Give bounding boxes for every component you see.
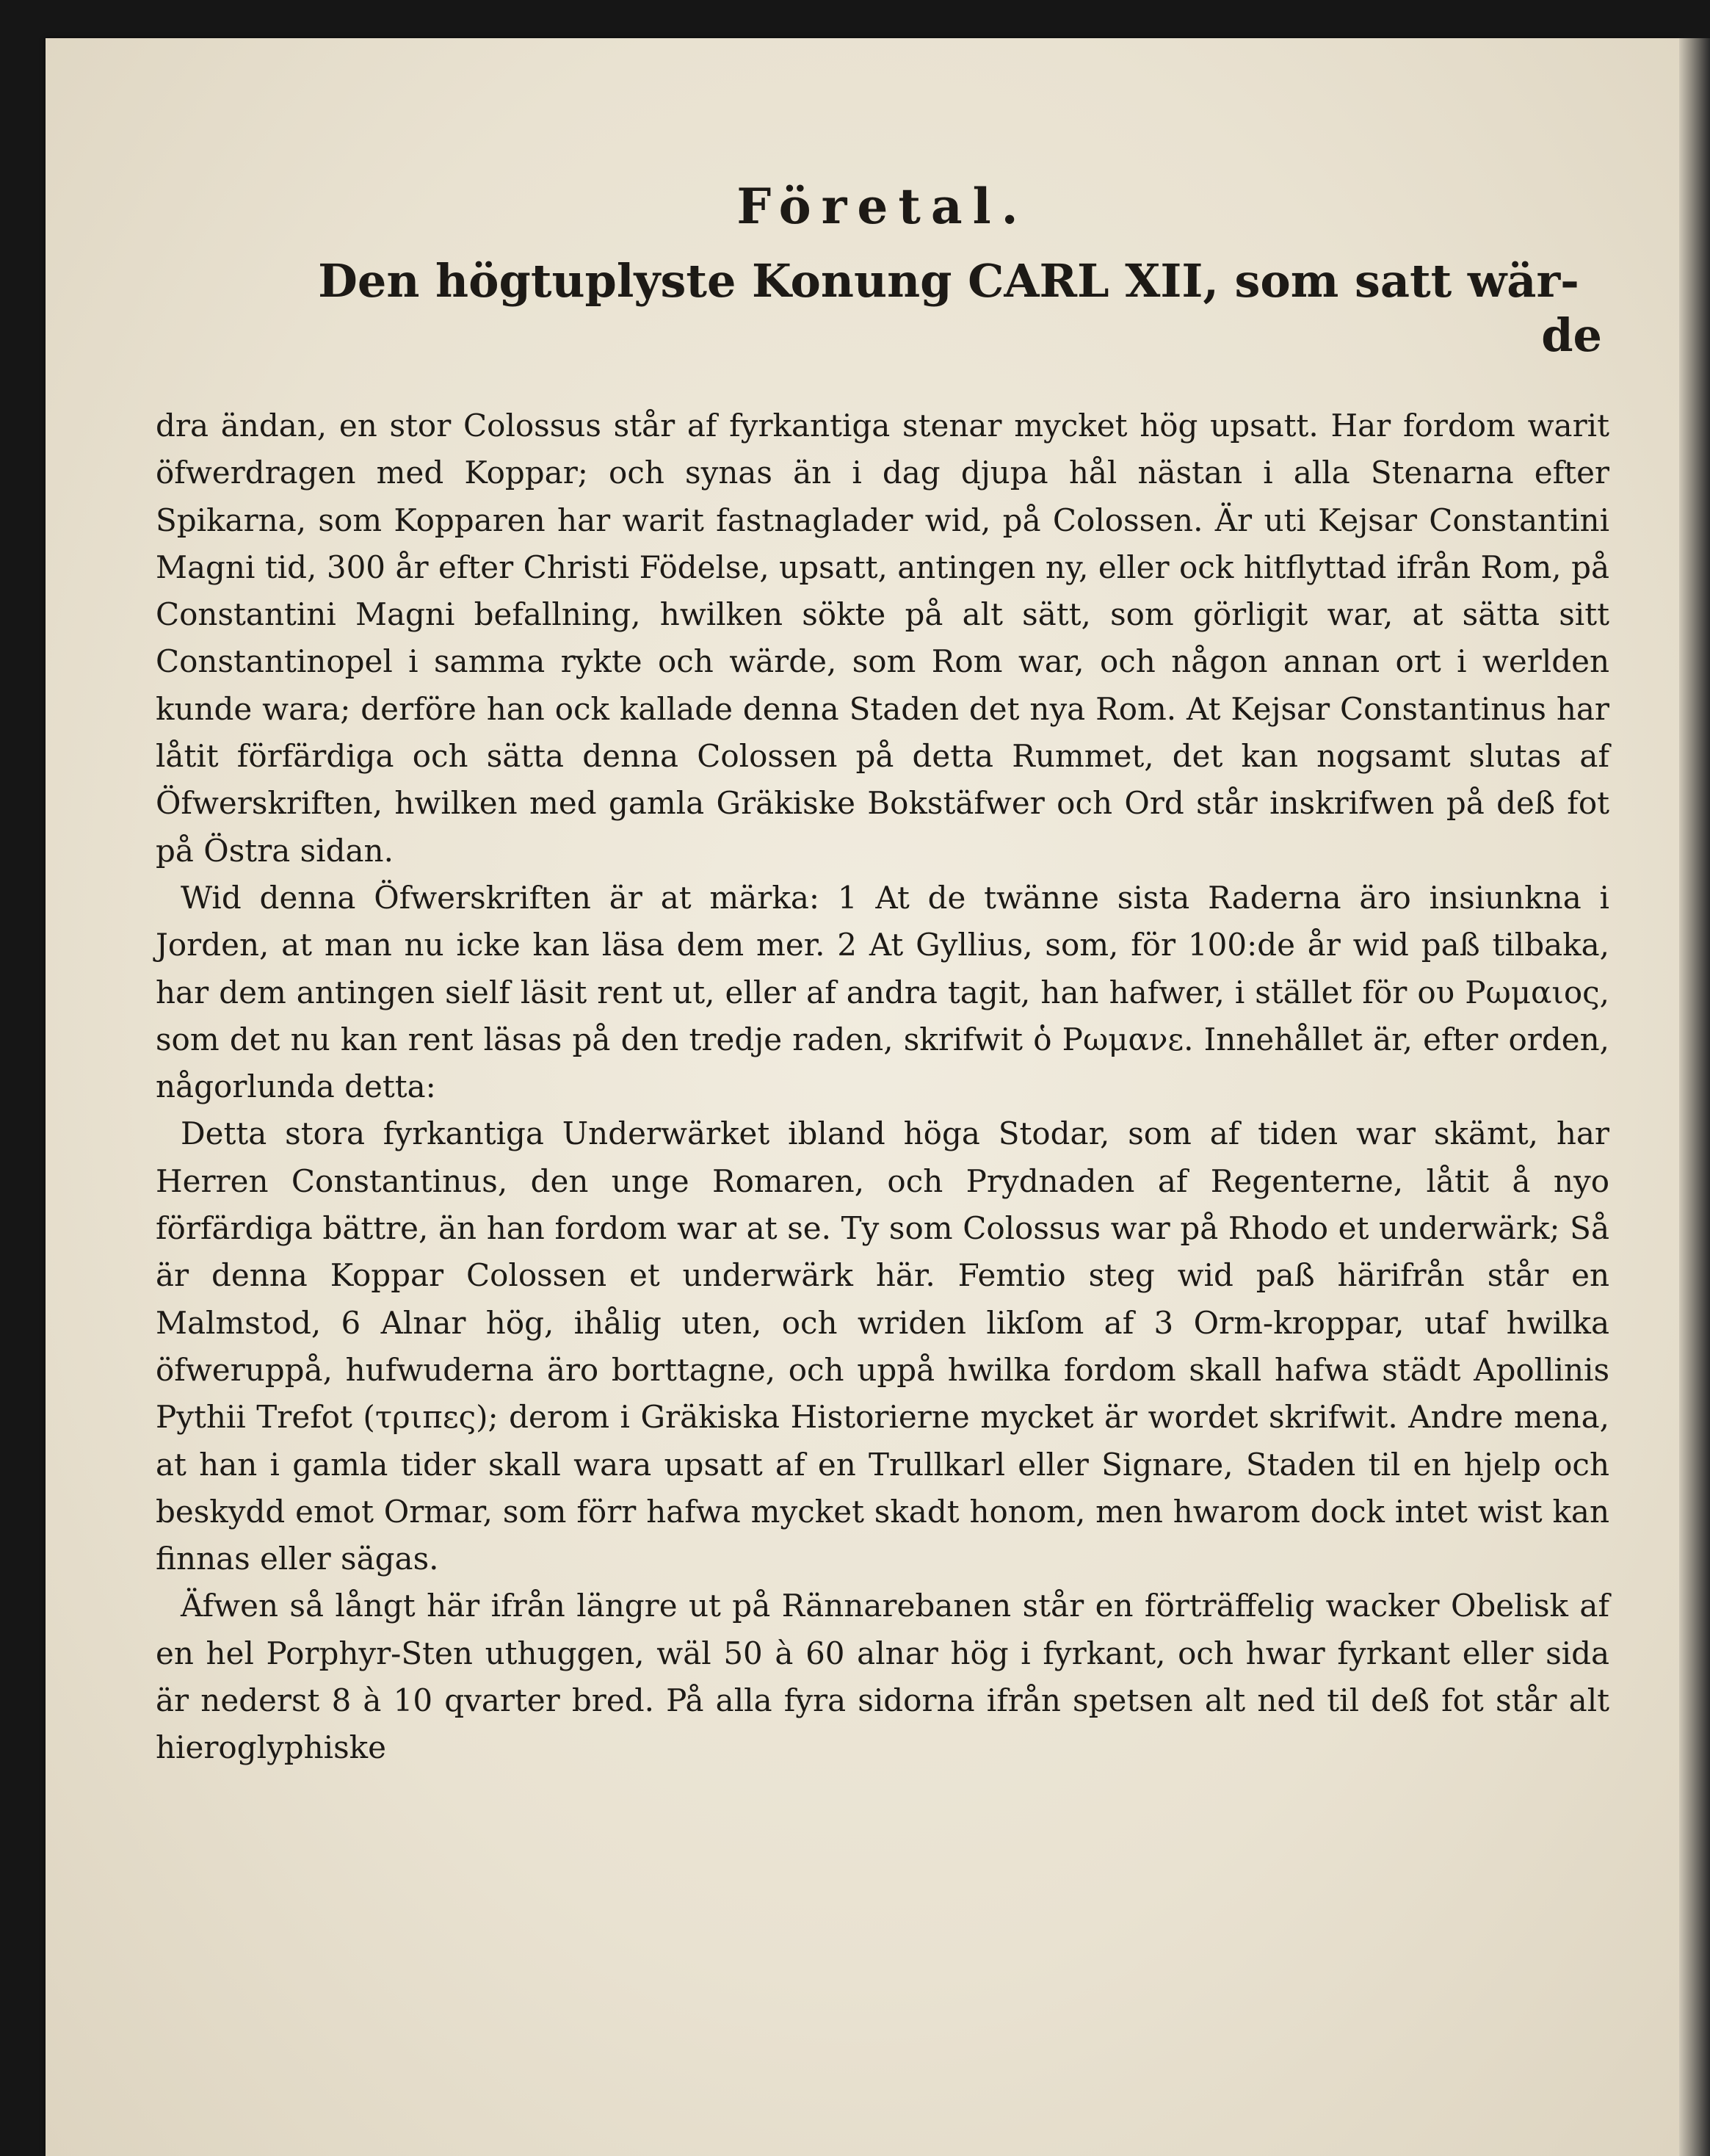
book-spine-edge	[1679, 38, 1710, 2156]
paragraph-3: Detta stora fyrkantiga Underwärket ibland höga Stodar, som af tiden war skämt, har Herren Constantinus, den unge Romaren, och Prydnaden af Regenterne, låtit å nyo förfärdiga bättre, än han fordom war at se. Ty som Colossus war på Rhodo et underwärk; Så är denna Koppar Colossen et underwärk här. Femtio steg wid paß härifrån står en Malmstod, 6 Alnar hög, ihålig uten, och wriden likſom af 3 Orm-kroppar, utaf hwilka öfweruppå, hufwuderna äro borttagne, och uppå hwilka fordom skall hafwa städt Apollinis Pythii Trefot (τριπες); derom i Gräkiska Historierne mycket är wordet skrifwit. Andre mena, at han i gamla tider skall wara upsatt af en Trullkarl eller Signare, Staden til en hjelp och beskydd emot Ormar, som förr hafwa mycket skadt honom, men hwarom dock intet wist kan finnas eller sägas.	[156, 1115, 1609, 1577]
paragraph-2: Wid denna Öfwerskriften är at märka: 1 At de twänne sista Raderna äro insiunkna i Jorden, at man nu icke kan läsa dem mer. 2 At Gyllius, som, för 100:de år wid paß tilbaka, har dem antingen sielf läsit rent ut, eller af andra tagit, han hafwer, i stället för ου Ρωμαιος, som det nu kan rent läsas på den tredje raden, skrifwit ὁ Ρωμανε. Innehållet är, efter orden, någorlunda detta:	[156, 879, 1609, 1105]
book-page	[46, 38, 1679, 2156]
paragraph-4: Äfwen så långt här ifrån längre ut på Rännarebanen står en förträffelig wacker Obelisk af en hel Porphyr-Sten uthuggen, wäl 50 à 60 alnar hög i fyrkant, och hwar fyrkant eller sida är nederst 8 à 10 qvarter bred. På alla fyra sidorna ifrån spetsen alt ned til deß fot står alt hieroglyphiske	[156, 1588, 1609, 1766]
catchword: de	[1541, 308, 1602, 362]
page-heading: Företal.	[736, 178, 1029, 235]
page-subheading: Den högtuplyste Konung CARL XII, som satt wär-	[318, 254, 1579, 308]
paragraph-1: dra ändan, en stor Colossus står af fyrkantiga stenar mycket hög upsatt. Har fordom warit öfwerdragen med Koppar; och synas än i dag djupa hål nästan i alla Stenarna efter Spikarna, som Kopparen har warit fastnaglader wid, på Colossen. Är uti Kejsar Constantini Magni tid, 300 år efter Christi Födelse, upsatt, antingen ny, eller ock hitflyttad ifrån Rom, på Constantini Magni befallning, hwilken sökte på alt sätt, som görligit war, at sätta sitt Constantinopel i samma rykte och wärde, som Rom war, och någon annan ort i werlden kunde wara; derföre han ock kallade denna Staden det nya Rom. At Kejsar Constantinus har låtit förfärdiga och sätta denna Colossen på detta Rummet, det kan nogsamt slutas af Öfwerskriften, hwilken med gamla Gräkiske Bokstäfwer och Ord står inskrifwen på deß fot på Östra sidan.	[156, 408, 1609, 869]
page-text	[156, 178, 1609, 1772]
